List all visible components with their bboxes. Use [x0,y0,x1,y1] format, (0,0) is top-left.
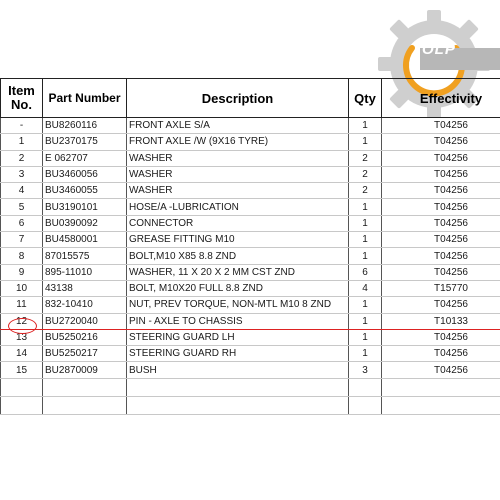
part-number-header: Part Number [43,79,127,118]
qty-cell: 2 [349,150,382,166]
effectivity-cell: T04256 [382,166,500,182]
table-row [1,264,500,280]
item-no-cell: 12 [1,313,43,329]
description-cell: BOLT, M10X20 FULL 8.8 ZND [127,280,349,296]
item-no-cell: - [1,118,43,134]
part-number-cell: 43138 [43,280,127,296]
table-row [1,248,500,264]
empty-cell [382,396,500,414]
table-row [1,118,500,134]
description-cell: WASHER, 11 X 20 X 2 MM CST ZND [127,264,349,280]
item-no-cell: 10 [1,280,43,296]
effectivity-cell: T10133 [382,313,500,329]
effectivity-cell: T04256 [382,264,500,280]
table-header-row [1,79,500,118]
item-no-cell: 11 [1,297,43,313]
description-cell: WASHER [127,166,349,182]
item-no-cell: 1 [1,134,43,150]
empty-row [1,378,500,396]
table-row [1,280,500,296]
effectivity-cell: T04256 [382,362,500,378]
qty-cell: 1 [349,346,382,362]
effectivity-cell: T04256 [382,183,500,199]
table-row [1,346,500,362]
parts-table [0,78,500,415]
empty-cell [1,378,43,396]
table-row [1,297,500,313]
qty-cell: 6 [349,264,382,280]
qty-cell: 1 [349,248,382,264]
highlight-circle [8,318,37,334]
effectivity-cell: T04256 [382,329,500,345]
effectivity-cell: T04256 [382,346,500,362]
effectivity-cell: T15770 [382,280,500,296]
part-number-cell: 832-10410 [43,297,127,313]
effectivity-cell: T04256 [382,232,500,248]
item-no-cell: 9 [1,264,43,280]
description-cell: WASHER [127,183,349,199]
part-number-cell: BU4580001 [43,232,127,248]
qty-cell: 1 [349,313,382,329]
part-number-cell: BU3190101 [43,199,127,215]
description-header: Description [127,79,349,118]
effectivity-cell: T04256 [382,215,500,231]
empty-cell [349,396,382,414]
item-no-cell: 8 [1,248,43,264]
empty-row [1,396,500,414]
description-cell: WASHER [127,150,349,166]
part-number-cell: BU2870009 [43,362,127,378]
empty-cell [127,378,349,396]
item-no-cell: 4 [1,183,43,199]
empty-cell [127,396,349,414]
item-no-cell: 2 [1,150,43,166]
effectivity-cell: T04256 [382,297,500,313]
description-cell: BOLT,M10 X85 8.8 ZND [127,248,349,264]
item-no-cell: 7 [1,232,43,248]
effectivity-cell: T04256 [382,248,500,264]
description-cell: GREASE FITTING M10 [127,232,349,248]
item-no-cell: 13 [1,329,43,345]
table-row [1,134,500,150]
part-number-cell: BU8260116 [43,118,127,134]
description-cell: FRONT AXLE /W (9X16 TYRE) [127,134,349,150]
qty-cell: 1 [349,297,382,313]
effectivity-cell: T04256 [382,118,500,134]
table-row [1,199,500,215]
empty-cell [382,378,500,396]
table-row [1,166,500,182]
table-row [1,215,500,231]
part-number-cell: E 062707 [43,150,127,166]
logo-text: OLP [422,41,456,58]
item-no-cell: 15 [1,362,43,378]
table-row [1,232,500,248]
part-number-cell: BU5250216 [43,329,127,345]
empty-cell [43,378,127,396]
description-cell: HOSE/A -LUBRICATION [127,199,349,215]
part-number-cell: BU5250217 [43,346,127,362]
effectivity-cell: T04256 [382,199,500,215]
part-number-cell: 895-11010 [43,264,127,280]
table-row [1,313,500,329]
qty-cell: 1 [349,199,382,215]
part-number-cell: BU2720040 [43,313,127,329]
qty-header: Qty [349,79,382,118]
part-number-cell: BU0390092 [43,215,127,231]
item-no-cell: 14 [1,346,43,362]
part-number-cell: BU3460056 [43,166,127,182]
qty-cell: 2 [349,166,382,182]
description-cell: STEERING GUARD RH [127,346,349,362]
empty-cell [349,378,382,396]
effectivity-cell: T04256 [382,134,500,150]
table-row [1,183,500,199]
item-no-header: Item No. [1,79,43,118]
qty-cell: 1 [349,134,382,150]
qty-cell: 1 [349,232,382,248]
effectivity-cell: T04256 [382,150,500,166]
item-no-cell: 3 [1,166,43,182]
effectivity-header: Effectivity [382,79,500,118]
qty-cell: 1 [349,215,382,231]
qty-cell: 1 [349,118,382,134]
qty-cell: 1 [349,329,382,345]
description-cell: CONNECTOR [127,215,349,231]
table-row [1,150,500,166]
description-cell: NUT, PREV TORQUE, NON-MTL M10 8 ZND [127,297,349,313]
table-row [1,329,500,345]
part-number-cell: BU3460055 [43,183,127,199]
item-no-cell: 6 [1,215,43,231]
qty-cell: 2 [349,183,382,199]
description-cell: PIN - AXLE TO CHASSIS [127,313,349,329]
item-no-cell: 5 [1,199,43,215]
empty-cell [1,396,43,414]
description-cell: STEERING GUARD LH [127,329,349,345]
table-row [1,362,500,378]
description-cell: FRONT AXLE S/A [127,118,349,134]
empty-cell [43,396,127,414]
qty-cell: 4 [349,280,382,296]
part-number-cell: BU2370175 [43,134,127,150]
description-cell: BUSH [127,362,349,378]
part-number-cell: 87015575 [43,248,127,264]
qty-cell: 3 [349,362,382,378]
